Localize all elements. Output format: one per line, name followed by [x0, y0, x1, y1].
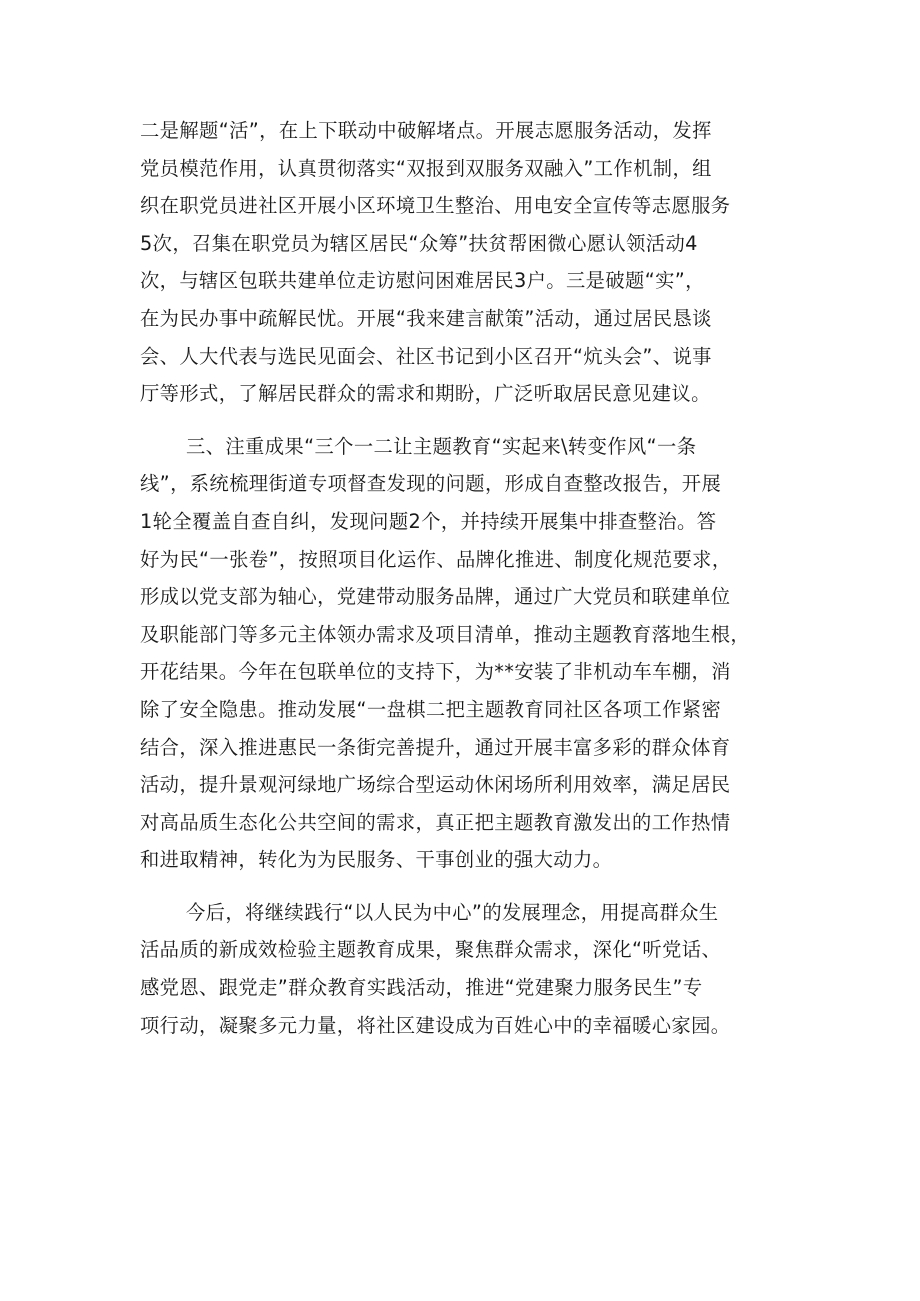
text-line: 厅等形式，了解居民群众的需求和期盼，广泛听取居民意见建议。	[140, 382, 711, 406]
text-line: 项行动，凝聚多元力量，将社区建设成为百姓心中的幸福暖心家园。	[140, 1013, 731, 1037]
document-body	[140, 112, 800, 1044]
paragraph-3	[140, 894, 800, 1044]
text-line: 活品质的新成效检验主题教育成果，聚焦群众需求，深化“听党话、	[140, 938, 722, 962]
paragraph-1	[140, 112, 800, 413]
text-line: 形成以党支部为轴心，党建带动服务品牌，通过广大党员和联建单位	[140, 585, 731, 609]
text-line: 二是解题“活”，在上下联动中破解堵点。开展志愿服务活动，发挥	[140, 119, 712, 142]
text-line: 1轮全覆盖自查自纠，发现问题2个，并持续开展集中排查整治。答	[140, 509, 717, 533]
paragraph-spacer	[140, 413, 800, 428]
text-line: 除了安全隐患。推动发展“一盘棋二把主题教育同社区各项工作紧密	[140, 697, 722, 721]
text-line: 党员模范作用，认真贯彻落实“双报到双服务双融入”工作机制，组	[140, 156, 712, 180]
text-line: 三、注重成果“三个一二让主题教育“实起来\转变作风“一条	[186, 434, 697, 458]
paragraph-2	[140, 428, 800, 879]
text-line: 在为民办事中疏解民忧。开展“我来建言献策”活动，通过居民恳谈	[140, 306, 712, 330]
text-line: 好为民“一张卷”，按照项目化运作、品牌化推进、制度化规范要求，	[140, 547, 732, 571]
text-line: 次，与辖区包联共建单位走访慰问困难居民3户。三是破题“实”，	[140, 269, 705, 293]
text-line: 5次，召集在职党员为辖区居民“众筹”扶贫帮困微心愿认领活动4	[140, 231, 698, 255]
text-line: 开花结果。今年在包联单位的支持下，为**安装了非机动车车棚，消	[140, 660, 731, 684]
text-line: 会、人大代表与选民见面会、社区书记到小区召开“炕头会”、说事	[140, 344, 712, 368]
text-line: 对高品质生态化公共空间的需求，真正把主题教育激发出的工作热情	[140, 810, 731, 834]
text-line: 活动，提升景观河绿地广场综合型运动休闲场所利用效率，满足居民	[140, 773, 731, 797]
text-line: 线”，系统梳理街道专项督查发现的问题，形成自查整改报告，开展	[140, 472, 722, 496]
paragraph-spacer	[140, 879, 800, 894]
text-line: 织在职党员进社区开展小区环境卫生整治、用电安全宣传等志愿服务	[140, 194, 731, 218]
text-line: 结合，深入推进惠民一条街完善提升，通过开展丰富多彩的群众体育	[140, 735, 731, 759]
text-line: 感党恩、跟党走”群众教育实践活动，推进“党建聚力服务民生”专	[140, 976, 703, 1000]
text-line: 及职能部门等多元主体领办需求及项目清单，推动主题教育落地生根，	[140, 622, 751, 646]
text-line: 和进取精神，转化为为民服务、干事创业的强大动力。	[140, 848, 613, 872]
text-line: 今后，将继续践行“以人民为中心”的发展理念，用提高群众生	[186, 900, 719, 924]
